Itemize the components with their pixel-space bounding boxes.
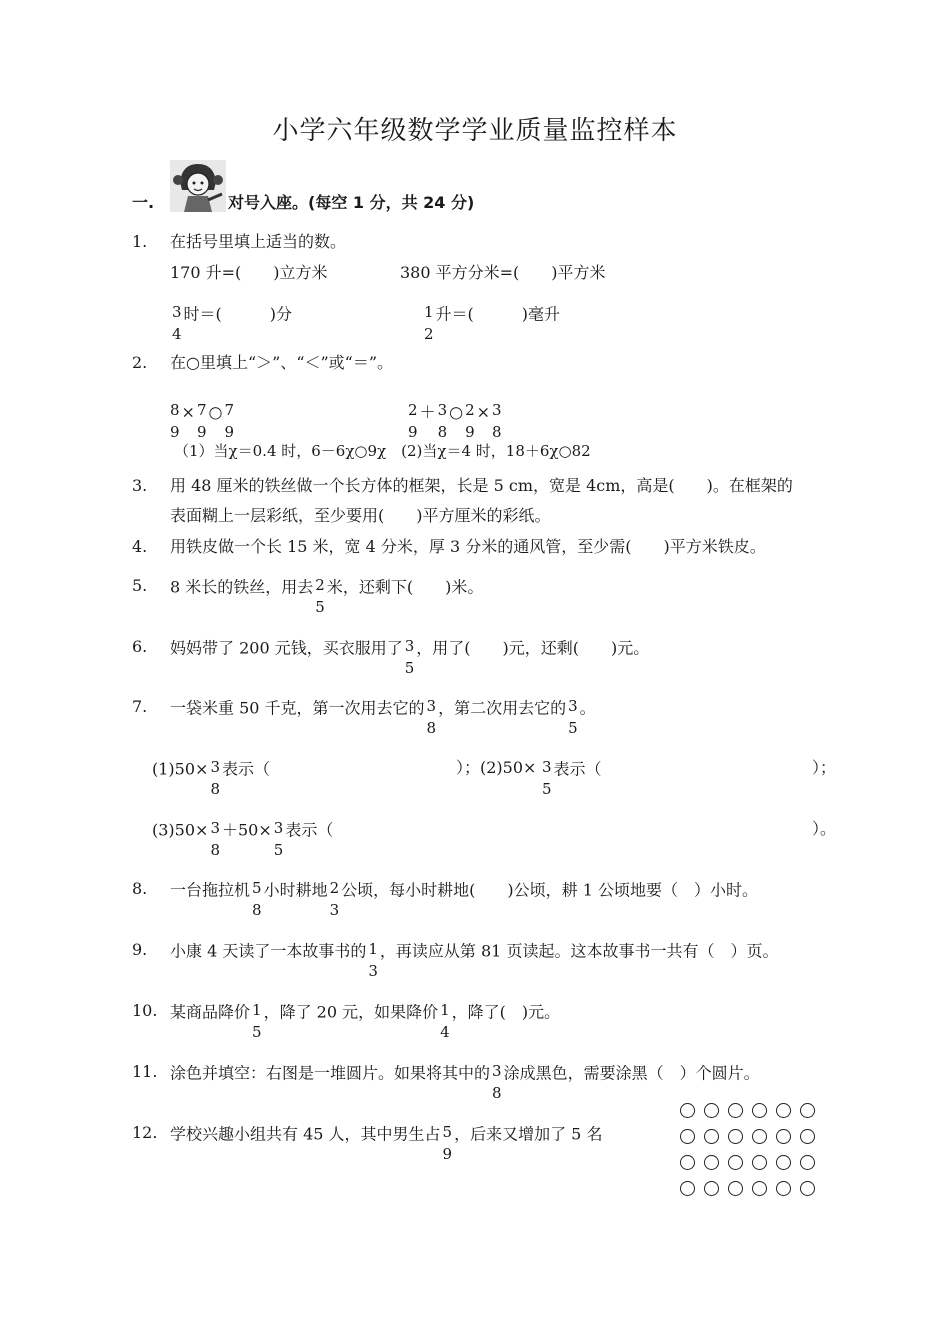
circle-piece-icon xyxy=(680,1181,695,1196)
circle-piece-icon xyxy=(752,1181,767,1196)
circle-piece-icon xyxy=(752,1155,767,1170)
sub-question-end: ）。 xyxy=(812,819,837,838)
circle-piece-icon xyxy=(704,1103,719,1118)
question-number: 9. xyxy=(132,940,148,959)
sub-question: (3)50× 3 8 ＋50× 3 5 表示（ xyxy=(152,819,334,859)
comparison-expression: 2 9 ＋ 3 8 ○ 2 9 × 3 8 xyxy=(408,401,502,441)
question-text: 在括号里填上适当的数。 xyxy=(170,232,347,251)
circle-piece-icon xyxy=(800,1129,815,1144)
question-text: 涂色并填空：右图是一堆圆片。如果将其中的 3 8 涂成黑色，需要涂黑（ ）个圆片。 xyxy=(170,1062,760,1102)
circle-piece-icon xyxy=(728,1155,743,1170)
fraction: 1 2 xyxy=(424,303,434,343)
page-title: 小学六年级数学学业质量监控样本 xyxy=(272,116,678,146)
girl-mascot-icon xyxy=(170,160,226,212)
question-number: 3. xyxy=(132,476,148,495)
circle-piece-icon xyxy=(728,1181,743,1196)
section-heading: 对号入座。(每空 1 分，共 24 分) xyxy=(228,193,475,212)
question-number: 12. xyxy=(132,1123,158,1142)
circle-piece-icon xyxy=(680,1103,695,1118)
question-text: 8 米长的铁丝，用去 2 5 米，还剩下( )米。 xyxy=(170,576,484,616)
circle-row xyxy=(680,1181,824,1207)
question-text: 表面糊上一层彩纸，至少要用( )平方厘米的彩纸。 xyxy=(170,506,551,525)
section-number: 一. xyxy=(132,193,155,212)
circle-piece-icon xyxy=(752,1103,767,1118)
question-text: 学校兴趣小组共有 45 人，其中男生占 5 9 ，后来又增加了 5 名 xyxy=(170,1123,603,1163)
question-text: 小康 4 天读了一本故事书的 1 3 ，再读应从第 81 页读起。这本故事书一共有（ ）页。 xyxy=(170,940,779,980)
circle-row xyxy=(680,1103,824,1129)
circle-piece-icon xyxy=(728,1103,743,1118)
question-text: 一台拖拉机 5 8 小时耕地 2 3 公顷，每小时耕地( )公顷，耕 1 公顷地要（ ）小时。 xyxy=(170,879,758,919)
blank-item: 170 升=( )立方米 xyxy=(170,263,328,282)
sub-question: 3 5 表示（ xyxy=(542,758,602,798)
question-number: 4. xyxy=(132,537,148,556)
circle-pieces-figure xyxy=(680,1103,824,1207)
question-text: 用 48 厘米的铁丝做一个长方体的框架，长是 5 cm，宽是 4cm，高是( )。在框架的 xyxy=(170,476,793,495)
circle-piece-icon xyxy=(800,1103,815,1118)
fraction: 3 4 xyxy=(172,303,182,343)
circle-piece-icon xyxy=(776,1181,791,1196)
blank-item: 380 平方分米=( )平方米 xyxy=(400,263,606,282)
question-number: 2. xyxy=(132,353,148,372)
circle-piece-icon xyxy=(728,1129,743,1144)
question-number: 6. xyxy=(132,637,148,656)
question-number: 7. xyxy=(132,697,148,716)
circle-row xyxy=(680,1155,824,1181)
question-text: 某商品降价 1 5 ，降了 20 元，如果降价 1 4 ，降了( )元。 xyxy=(170,1001,561,1041)
circle-piece-icon xyxy=(776,1129,791,1144)
circle-piece-icon xyxy=(800,1181,815,1196)
question-text: 在○里填上“＞”、“＜”或“＝”。 xyxy=(170,353,394,372)
circle-piece-icon xyxy=(680,1155,695,1170)
sub-question: ）；(2)50× xyxy=(456,758,537,777)
circle-piece-icon xyxy=(704,1181,719,1196)
comparison-expression: 8 9 × 7 9 ○ 7 9 xyxy=(170,401,235,441)
circle-piece-icon xyxy=(800,1155,815,1170)
question-number: 11. xyxy=(132,1062,158,1081)
question-number: 10. xyxy=(132,1001,158,1020)
circle-piece-icon xyxy=(776,1155,791,1170)
question-text: 妈妈带了 200 元钱，买衣服用了 3 5 ，用了( )元，还剩( )元。 xyxy=(170,637,650,677)
question-text: 一袋米重 50 千克，第一次用去它的 3 8 ，第二次用去它的 3 5 。 xyxy=(170,697,596,737)
question-text: 用铁皮做一个长 15 米，宽 4 分米，厚 3 分米的通风管，至少需( )平方米铁皮。 xyxy=(170,537,766,556)
circle-piece-icon xyxy=(680,1129,695,1144)
question-number: 1. xyxy=(132,232,148,251)
circle-piece-icon xyxy=(776,1103,791,1118)
question-number: 8. xyxy=(132,879,148,898)
fraction-item: 3 4 时＝( )分 xyxy=(172,303,293,343)
circle-piece-icon xyxy=(704,1155,719,1170)
sub-question: （1）当χ＝0.4 时，6－6χ○9χ (2)当χ＝4 时，18＋6χ○82 xyxy=(174,442,591,460)
question-number: 5. xyxy=(132,576,148,595)
sub-question-end: ）； xyxy=(812,758,837,777)
circle-row xyxy=(680,1129,824,1155)
circle-piece-icon xyxy=(752,1129,767,1144)
fraction-item: 1 2 升＝( )毫升 xyxy=(424,303,561,343)
sub-question: (1)50× 3 8 表示（ xyxy=(152,758,270,798)
circle-piece-icon xyxy=(704,1129,719,1144)
